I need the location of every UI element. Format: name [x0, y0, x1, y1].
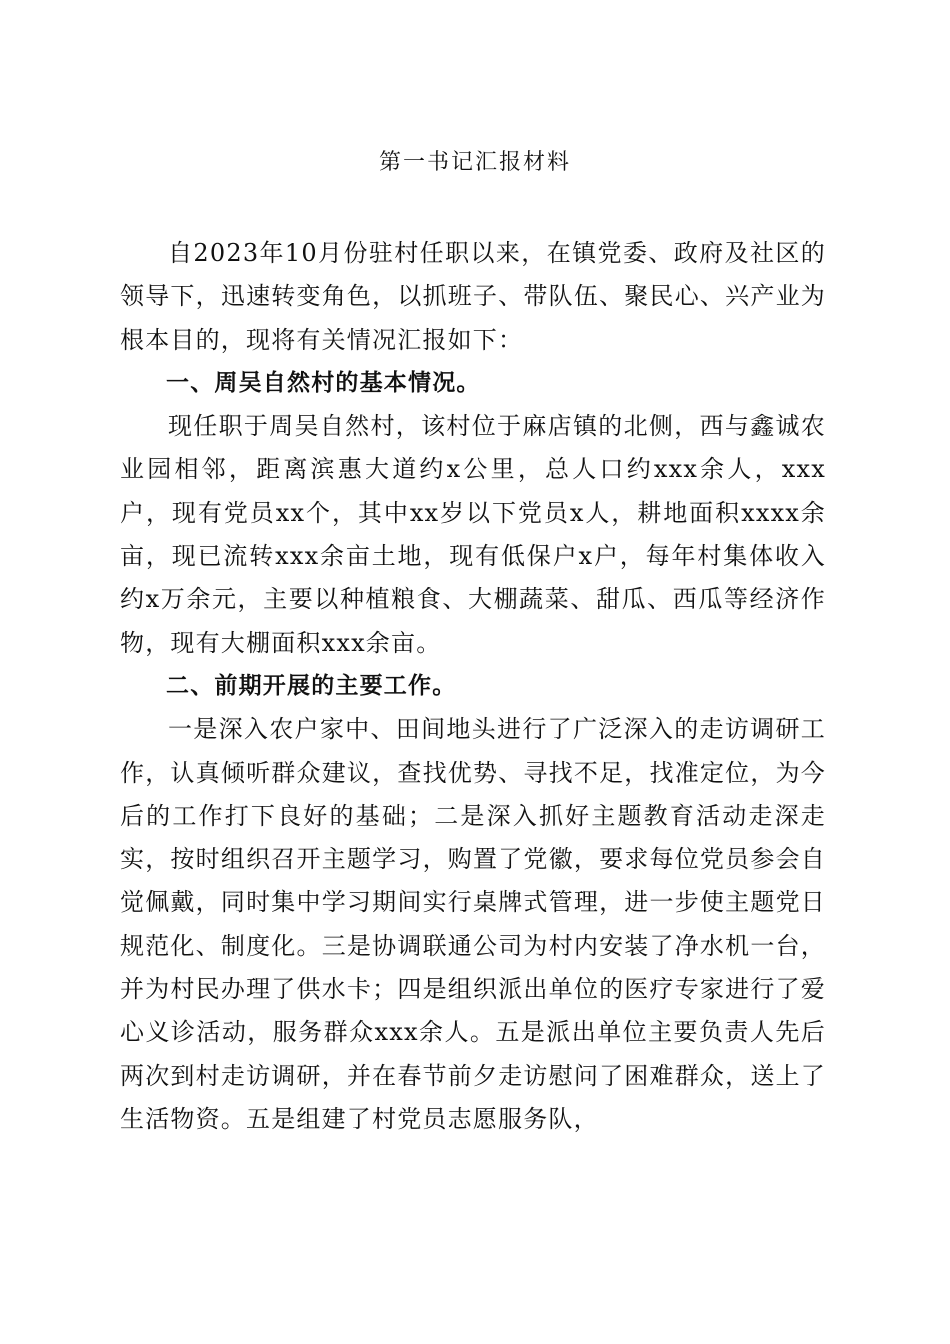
basic-info-paragraph: 现任职于周吴自然村，该村位于麻店镇的北侧，西与鑫诚农业园相邻，距离滨惠大道约x公里，总人口约xxx余人，xxx户，现有党员xx个，其中xx岁以下党员x人，耕地面积xxxx余亩，现已流转xxx余亩土地，现有低保户x户，每年村集体收入约x万余元，主要以种植粮食、大棚蔬菜、甜瓜、西瓜等经济作物，现有大棚面积xxx余亩。 [120, 412, 826, 657]
section-heading-basic-info: 一、周吴自然村的基本情况。 [166, 369, 481, 396]
document-body [120, 232, 826, 1141]
document-title: 第一书记汇报材料 [378, 150, 571, 175]
section-heading-main-work: 二、前期开展的主要工作。 [166, 672, 457, 699]
intro-paragraph: 自2023年10月份驻村任职以来，在镇党委、政府及社区的领导下，迅速转变角色，以抓班子、带队伍、聚民心、兴产业为根本目的，现将有关情况汇报如下： [120, 239, 826, 354]
main-work-paragraph: 一是深入农户家中、田间地头进行了广泛深入的走访调研工作，认真倾听群众建议，查找优势、寻找不足，找准定位，为今后的工作打下良好的基础；二是深入抓好主题教育活动走深走实，按时组织召开主题学习，购置了党徽，要求每位党员参会自觉佩戴，同时集中学习期间实行桌牌式管理，进一步使主题党日规范化、制度化。三是协调联通公司为村内安装了净水机一台，并为村民办理了供水卡；四是组织派出单位的医疗专家进行了爱心义诊活动，服务群众xxx余人。五是派出单位主要负责人先后两次到村走访调研，并在春节前夕走访慰问了困难群众，送上了生活物资。五是组建了村党员志愿服务队， [120, 715, 826, 1133]
